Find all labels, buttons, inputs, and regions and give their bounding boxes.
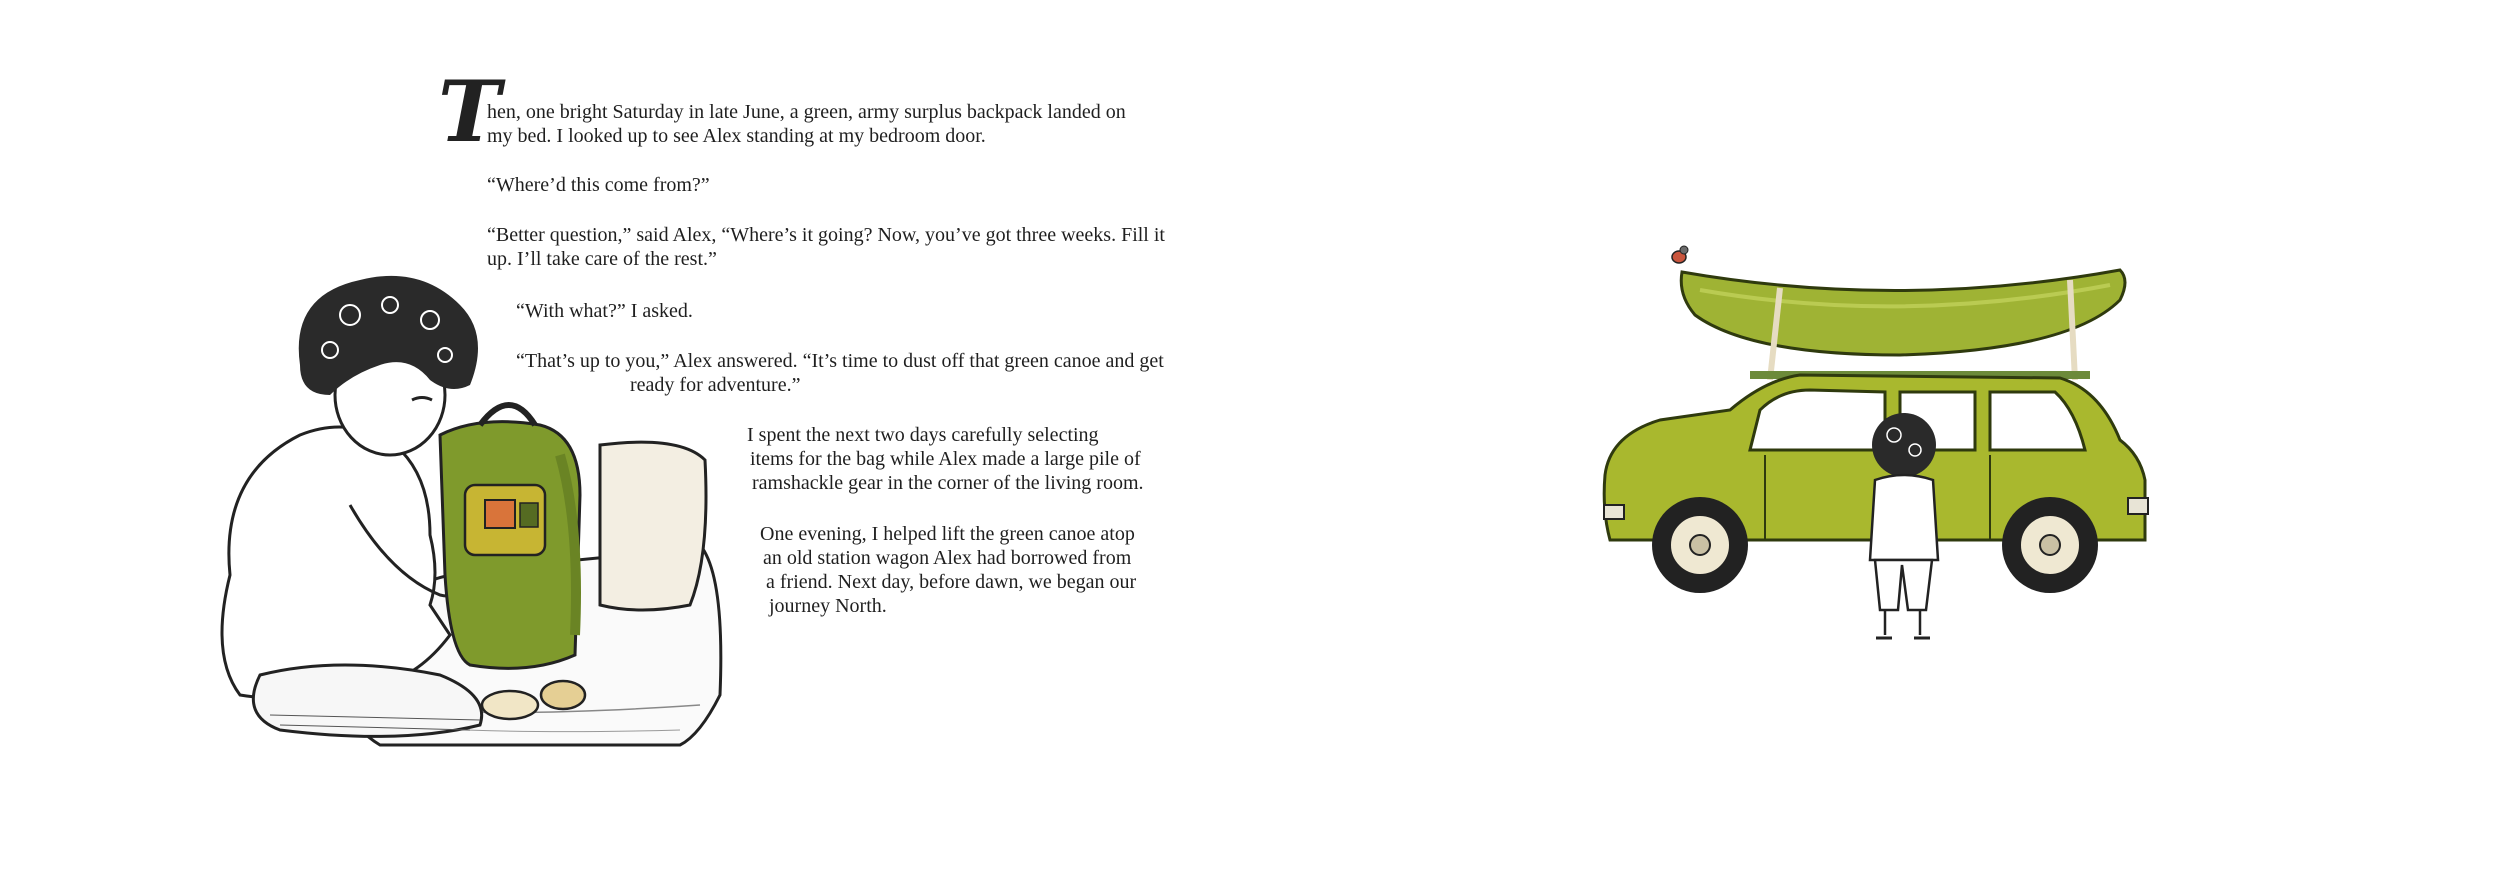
- paragraph-5-block: [516, 349, 1164, 373]
- paragraph-7-line-4: journey North.: [769, 595, 887, 617]
- station-wagon-canoe-illustration: [1600, 240, 2200, 660]
- paragraph-2-block: [487, 173, 710, 197]
- paragraph-1-line-1: hen, one bright Saturday in late June, a green, army surplus backpack landed on: [487, 101, 1126, 123]
- paragraph-7c-block: [766, 570, 1136, 594]
- paragraph-5b-block: [630, 373, 800, 397]
- paragraph-6-line-2: items for the bag while Alex made a large pile of: [750, 448, 1141, 470]
- paragraph-3-line-2: up. I’ll take care of the rest.”: [487, 248, 717, 270]
- drop-cap: T: [438, 62, 501, 161]
- paragraph-6-line-3: ramshackle gear in the corner of the living room.: [752, 472, 1144, 494]
- paragraph-6-block: [747, 423, 1099, 447]
- paragraph-5-line-1: “That’s up to you,” Alex answered. “It’s time to dust off that green canoe and get: [516, 350, 1164, 372]
- right-page: [1250, 0, 2500, 887]
- paragraph-3-block: [487, 223, 1165, 271]
- paragraph-5-line-2: ready for adventure.”: [630, 374, 801, 396]
- paragraph-7-line-3: a friend. Next day, before dawn, we began our: [766, 571, 1137, 593]
- paragraph-2: “Where’d this come from?”: [487, 174, 710, 196]
- paragraph-6b-block: [750, 447, 1141, 471]
- paragraph-7b-block: [763, 546, 1131, 570]
- paragraph-7-block: [760, 522, 1135, 546]
- paragraph-6c-block: [752, 471, 1144, 495]
- paragraph-7-line-1: One evening, I helped lift the green canoe atop: [760, 523, 1135, 545]
- paragraph-7-line-2: an old station wagon Alex had borrowed from: [763, 547, 1132, 569]
- paragraph-7d-block: [769, 594, 887, 618]
- story-text: [487, 100, 1126, 148]
- paragraph-3-line-1: “Better question,” said Alex, “Where’s it going? Now, you’ve got three weeks. Fill it: [487, 224, 1165, 246]
- paragraph-1-line-2: my bed. I looked up to see Alex standing at my bedroom door.: [487, 125, 986, 147]
- child-packing-illustration: [180, 275, 740, 755]
- paragraph-4-block: [516, 299, 693, 323]
- paragraph-4: “With what?” I asked.: [516, 300, 693, 322]
- paragraph-6-line-1: I spent the next two days carefully selecting: [747, 424, 1099, 446]
